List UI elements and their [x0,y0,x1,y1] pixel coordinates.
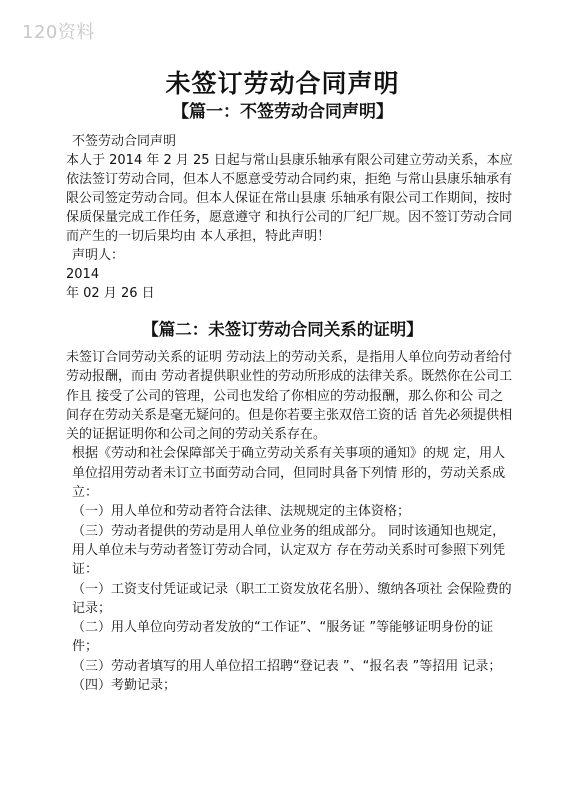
evidence-item-1: （一）工资支付凭证或记录（职工工资发放花名册）、缴纳各项社 会保险费的记录； [72,581,512,616]
condition-item-3: （三）劳动者提供的劳动是用人单位业务的组成部分。 同时该通知也规定，用人单位未与劳动者签订劳动合同，认定双方 存在劳动关系时可参照下列凭证： [72,523,506,578]
statement-date: 年 02 月 26 日 [66,286,155,301]
section1-heading: 【篇一：不签劳动合同声明】 [172,102,393,122]
evidence-item-3: （三）劳动者填写的用人单位招工招聘“登记表 ”、“报名表 ”等招用 记录； [72,658,502,674]
watermark: 120资料 [22,22,95,43]
statement-year: 2014 [66,267,100,282]
declarant-label: 声明人： [72,248,125,263]
statement-label: 不签劳动合同声明 [72,134,177,149]
section2-paragraph-2: 根据《劳动和社会保障部关于确立劳动关系有关事项的通知》的规 定，用人单位招用劳动者未订立书面劳动合同，但同时具备下列情 形的，劳动关系成立： [72,446,506,501]
evidence-item-4: （四）考勤记录； [72,678,177,694]
statement-paragraph: 本人于 2014 年 2 月 25 日起与常山县康乐轴承有限公司建立劳动关系，本应依法签订劳动合同，但本人不愿意受劳动合同约束，拒绝 与常山县康乐轴承有限公司签定劳动合同。但本人保证在常山县康 乐轴承有限公司工作期间，按时保质保量完成工作任务，愿意遵守 和执行公司的厂纪厂规。因不签订劳动合同而产生的一切后果均由 本人承担，特此声明！ [66,153,513,244]
condition-item-1: （一）用人单位和劳动者符合法律、法规规定的主体资格； [72,504,411,520]
document-title: 未签订劳动合同声明 [165,69,400,98]
section2-paragraph-1: 未签订合同劳动关系的证明 劳动法上的劳动关系，是指用人单位向劳动者给付劳动报酬，而由 劳动者提供职业性的劳动所形成的法律关系。既然你在公司工作且 接受了公司的管理，公司也发给了你相应的劳动报酬，那么你和公 司之间存在劳动关系是毫无疑问的。但是你若要主张双倍工资的话 首先必须提供相关的证据证明你和公司之间的劳动关系存在。 [66,350,513,443]
evidence-item-2: （二）用人单位向劳动者发放的“工作证”、“服务证 ”等能够证明身份的证件； [72,620,494,655]
section2-body [66,348,516,695]
section2-heading: 【篇二：未签订劳动合同关系的证明】 [142,320,423,339]
section1-body [66,132,516,303]
